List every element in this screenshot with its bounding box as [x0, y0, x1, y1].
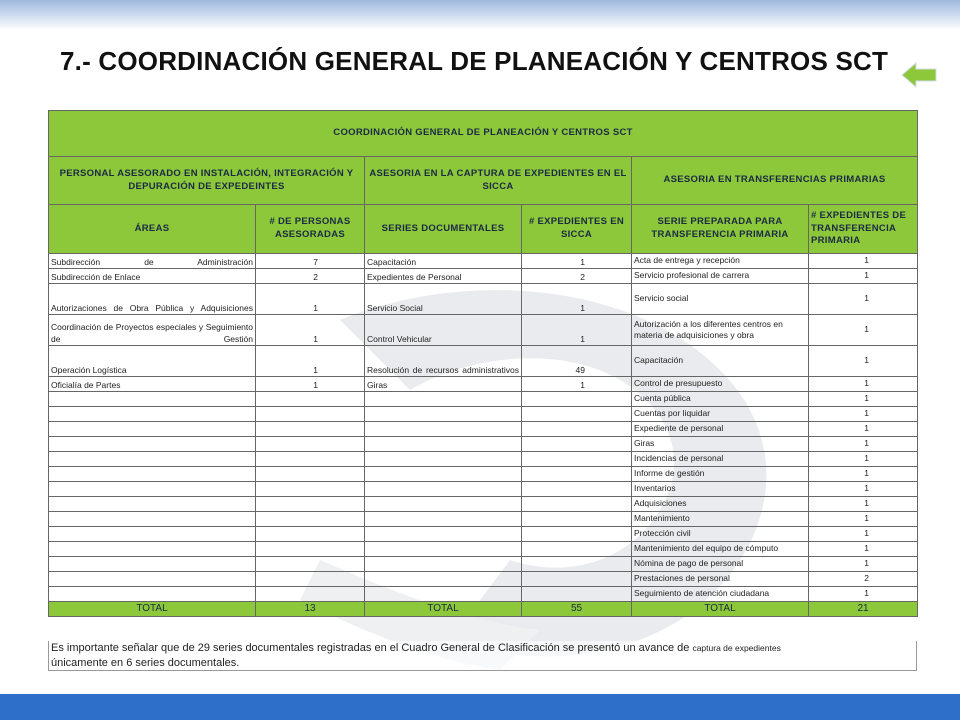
cell-serie-transferencia: Capacitación	[632, 346, 809, 377]
cell-serie: Expedientes de Personal	[365, 269, 522, 284]
table-row	[49, 587, 918, 602]
cell-serie: Servicio Social	[365, 284, 522, 315]
cell-serie	[365, 422, 522, 437]
table-row	[49, 437, 918, 452]
cell-personas: 1	[256, 284, 365, 315]
table-row	[49, 482, 918, 497]
footnote	[48, 641, 917, 671]
cell-area	[49, 512, 256, 527]
cell-expedientes-transferencia: 1	[809, 269, 918, 284]
cell-area	[49, 482, 256, 497]
cell-serie	[365, 527, 522, 542]
cell-expedientes-sicca: 1	[522, 254, 632, 269]
cell-personas	[256, 392, 365, 407]
cell-personas	[256, 437, 365, 452]
cell-serie	[365, 557, 522, 572]
total-label: TOTAL	[365, 602, 522, 617]
cell-expedientes-sicca	[522, 422, 632, 437]
cell-serie	[365, 587, 522, 602]
cell-expedientes-sicca	[522, 512, 632, 527]
table-row	[49, 377, 918, 392]
column-header-series: SERIES DOCUMENTALES	[365, 205, 522, 254]
cell-expedientes-transferencia: 1	[809, 407, 918, 422]
cell-area: Subdirección de Enlace	[49, 269, 256, 284]
totals-row	[49, 602, 918, 617]
cell-serie-transferencia: Protección civil	[632, 527, 809, 542]
cell-serie-transferencia: Cuentas por liquidar	[632, 407, 809, 422]
cell-personas	[256, 407, 365, 422]
cell-area	[49, 572, 256, 587]
cell-serie	[365, 572, 522, 587]
cell-personas	[256, 452, 365, 467]
cell-personas	[256, 542, 365, 557]
cell-personas: 2	[256, 269, 365, 284]
footnote-text-small: captura de expedientes	[692, 643, 781, 653]
section-header-personal: PERSONAL ASESORADO EN INSTALACIÓN, INTEGRACIÓN Y DEPURACIÓN DE EXPEDEINTES	[49, 157, 365, 205]
table-row	[49, 512, 918, 527]
cell-area	[49, 392, 256, 407]
cell-personas	[256, 587, 365, 602]
table-row	[49, 284, 918, 315]
cell-personas: 1	[256, 377, 365, 392]
cell-serie-transferencia: Acta de entrega y recepción	[632, 254, 809, 269]
total-label: TOTAL	[49, 602, 256, 617]
cell-expedientes-transferencia: 1	[809, 284, 918, 315]
table-row	[49, 557, 918, 572]
cell-personas	[256, 557, 365, 572]
cell-personas	[256, 572, 365, 587]
cell-expedientes-sicca: 49	[522, 346, 632, 377]
back-arrow-icon[interactable]	[900, 60, 938, 90]
cell-serie-transferencia: Nómina de pago de personal	[632, 557, 809, 572]
cell-serie: Resolución de recursos administrativos	[365, 346, 522, 377]
cell-area: Coordinación de Proyectos especiales y Seguimiento de Gestión	[49, 315, 256, 346]
coordination-table	[48, 110, 918, 617]
cell-serie: Capacitación	[365, 254, 522, 269]
cell-expedientes-sicca: 1	[522, 315, 632, 346]
cell-serie-transferencia: Giras	[632, 437, 809, 452]
section-header-transferencias: ASESORIA EN TRANSFERENCIAS PRIMARIAS	[632, 157, 918, 205]
footnote-text-line2: únicamente en 6 series documentales.	[51, 657, 240, 669]
cell-serie	[365, 437, 522, 452]
table-row	[49, 407, 918, 422]
cell-personas: 7	[256, 254, 365, 269]
cell-expedientes-sicca	[522, 392, 632, 407]
cell-expedientes-sicca	[522, 452, 632, 467]
cell-serie	[365, 467, 522, 482]
cell-expedientes-transferencia: 1	[809, 254, 918, 269]
cell-expedientes-transferencia: 1	[809, 467, 918, 482]
cell-expedientes-transferencia: 1	[809, 377, 918, 392]
cell-area	[49, 587, 256, 602]
cell-serie	[365, 407, 522, 422]
cell-serie	[365, 497, 522, 512]
total-expedientes-transferencia: 21	[809, 602, 918, 617]
cell-expedientes-sicca	[522, 467, 632, 482]
table-row	[49, 542, 918, 557]
cell-serie-transferencia: Mantenimiento del equipo de cómputo	[632, 542, 809, 557]
cell-expedientes-transferencia: 1	[809, 422, 918, 437]
cell-serie	[365, 512, 522, 527]
cell-personas	[256, 527, 365, 542]
cell-serie	[365, 542, 522, 557]
cell-expedientes-transferencia: 1	[809, 315, 918, 346]
table-row	[49, 452, 918, 467]
cell-personas	[256, 467, 365, 482]
table-row	[49, 315, 918, 346]
cell-serie	[365, 452, 522, 467]
cell-expedientes-sicca	[522, 437, 632, 452]
table-row	[49, 254, 918, 269]
total-personas: 13	[256, 602, 365, 617]
cell-expedientes-transferencia: 1	[809, 527, 918, 542]
cell-serie-transferencia: Autorización a los diferentes centros en materia de adquisiciones y obra	[632, 315, 809, 346]
column-header-row	[49, 205, 918, 254]
cell-area	[49, 467, 256, 482]
cell-serie-transferencia: Mantenimiento	[632, 512, 809, 527]
cell-serie: Control Vehicular	[365, 315, 522, 346]
cell-expedientes-transferencia: 1	[809, 452, 918, 467]
cell-personas	[256, 482, 365, 497]
cell-expedientes-sicca	[522, 482, 632, 497]
total-label: TOTAL	[632, 602, 809, 617]
cell-area: Subdirección de Administración	[49, 254, 256, 269]
cell-area: Autorizaciones de Obra Pública y Adquisiciones	[49, 284, 256, 315]
table-row	[49, 527, 918, 542]
bottom-band	[0, 694, 960, 720]
cell-expedientes-sicca	[522, 572, 632, 587]
cell-expedientes-transferencia: 1	[809, 482, 918, 497]
main-header: COORDINACIÓN GENERAL DE PLANEACIÓN Y CENTROS SCT	[49, 111, 918, 157]
cell-area	[49, 407, 256, 422]
top-gradient-band	[0, 0, 960, 30]
cell-area: Operación Logística	[49, 346, 256, 377]
table-body	[49, 254, 918, 602]
column-header-areas: ÁREAS	[49, 205, 256, 254]
cell-serie-transferencia: Seguimiento de atención ciudadana	[632, 587, 809, 602]
cell-area	[49, 497, 256, 512]
section-header-sicca: ASESORIA EN LA CAPTURA DE EXPEDIENTES EN EL SICCA	[365, 157, 632, 205]
table-row	[49, 467, 918, 482]
cell-serie-transferencia: Control de presupuesto	[632, 377, 809, 392]
column-header-expedientes-sicca: # EXPEDIENTES EN SICCA	[522, 205, 632, 254]
cell-expedientes-sicca	[522, 557, 632, 572]
cell-serie-transferencia: Expediente de personal	[632, 422, 809, 437]
cell-expedientes-transferencia: 1	[809, 512, 918, 527]
cell-expedientes-sicca	[522, 587, 632, 602]
cell-expedientes-sicca: 1	[522, 284, 632, 315]
table-row	[49, 572, 918, 587]
cell-personas	[256, 512, 365, 527]
table-row	[49, 346, 918, 377]
cell-serie-transferencia: Prestaciones de personal	[632, 572, 809, 587]
column-header-personas: # DE PERSONAS ASESORADAS	[256, 205, 365, 254]
cell-serie	[365, 482, 522, 497]
cell-area: Oficialía de Partes	[49, 377, 256, 392]
cell-expedientes-sicca: 2	[522, 269, 632, 284]
cell-expedientes-sicca	[522, 407, 632, 422]
cell-personas: 1	[256, 315, 365, 346]
table-row	[49, 497, 918, 512]
cell-expedientes-sicca: 1	[522, 377, 632, 392]
cell-expedientes-transferencia: 2	[809, 572, 918, 587]
column-header-serie-transferencia: SERIE PREPARADA PARA TRANSFERENCIA PRIMARIA	[632, 205, 809, 254]
cell-serie-transferencia: Cuenta pública	[632, 392, 809, 407]
cell-serie-transferencia: Incidencias de personal	[632, 452, 809, 467]
cell-expedientes-transferencia: 1	[809, 557, 918, 572]
cell-expedientes-transferencia: 1	[809, 392, 918, 407]
cell-personas: 1	[256, 346, 365, 377]
cell-expedientes-transferencia: 1	[809, 497, 918, 512]
total-expedientes-sicca: 55	[522, 602, 632, 617]
cell-serie-transferencia: Servicio profesional de carrera	[632, 269, 809, 284]
cell-serie	[365, 392, 522, 407]
cell-area	[49, 422, 256, 437]
cell-expedientes-sicca	[522, 542, 632, 557]
cell-area	[49, 542, 256, 557]
cell-serie-transferencia: Servicio social	[632, 284, 809, 315]
page-title: 7.- COORDINACIÓN GENERAL DE PLANEACIÓN Y CENTROS SCT	[60, 46, 889, 76]
cell-expedientes-transferencia: 1	[809, 542, 918, 557]
table-row	[49, 269, 918, 284]
cell-serie-transferencia: Inventarios	[632, 482, 809, 497]
cell-personas	[256, 497, 365, 512]
cell-expedientes-transferencia: 1	[809, 346, 918, 377]
cell-area	[49, 527, 256, 542]
cell-expedientes-transferencia: 1	[809, 437, 918, 452]
cell-area	[49, 557, 256, 572]
cell-serie-transferencia: Informe de gestión	[632, 467, 809, 482]
cell-area	[49, 452, 256, 467]
footnote-text: Es importante señalar que de 29 series documentales registradas en el Cuadro General de Clasificación se presentó un avance de	[51, 642, 690, 654]
table-row	[49, 422, 918, 437]
table-row	[49, 392, 918, 407]
cell-serie: Giras	[365, 377, 522, 392]
cell-expedientes-sicca	[522, 527, 632, 542]
cell-expedientes-transferencia: 1	[809, 587, 918, 602]
cell-expedientes-sicca	[522, 497, 632, 512]
cell-personas	[256, 422, 365, 437]
cell-area	[49, 437, 256, 452]
column-header-expedientes-transferencia: # EXPEDIENTES DE TRANSFERENCIA PRIMARIA	[809, 205, 918, 254]
cell-serie-transferencia: Adquisiciones	[632, 497, 809, 512]
